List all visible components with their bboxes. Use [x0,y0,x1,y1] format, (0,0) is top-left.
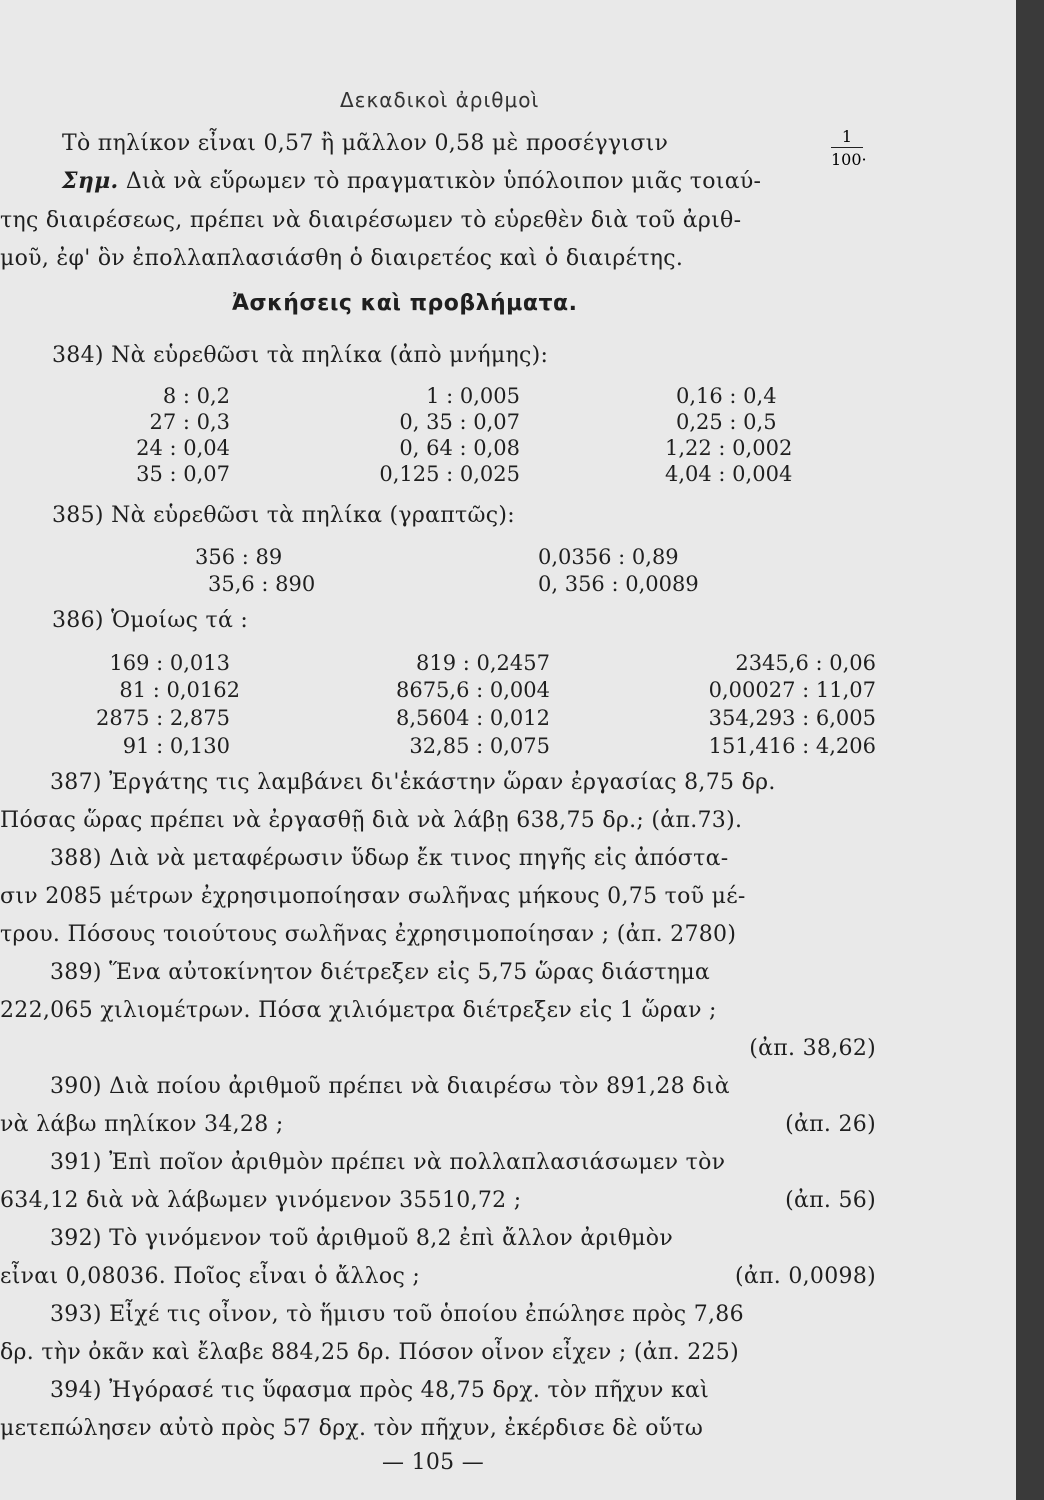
ex384-col1-row4: 35 : 0,07 [136,462,230,486]
ex386-col3-row2: 0,00027 : 11,07 [708,678,876,702]
ex384-col3-row1: 0,16 : 0,4 [676,384,777,408]
problem-392-line2: εἶναι 0,08036. Ποῖος εἶναι ὁ ἄλλος ; [0,1264,421,1289]
problem-392-line1: 392) Τὸ γινόμενον τοῦ ἀριθμοῦ 8,2 ἐπὶ ἄλλον ἀριθμὸν [50,1226,674,1251]
ex384-col1-row2: 27 : 0,3 [149,410,230,434]
problem-389-line1: 389) Ἕνα αὐτοκίνητον διέτρεξεν εἰς 5,75 ὥρας διάστημα [50,960,711,985]
problem-390-answer: (ἀπ. 26) [785,1112,876,1137]
problem-392-answer: (ἀπ. 0,0098) [734,1264,876,1289]
problem-391-line2: 634,12 διὰ νὰ λάβωμεν γινόμενον 35510,72 ; [0,1188,522,1213]
ex384-col3-row4: 4,04 : 0,004 [665,462,793,486]
ex384-col2-row1: 1 : 0,005 [426,384,520,408]
ex386-col2-row1: 819 : 0,2457 [416,651,550,675]
ex386-col2-row2: 8675,6 : 0,004 [395,678,550,702]
problem-387-line2: Πόσας ὥρας πρέπει νὰ ἐργασθῇ διὰ νὰ λάβῃ 638,75 δρ.; (ἀπ.73). [0,808,743,833]
ex384-col1-row3: 24 : 0,04 [136,436,230,460]
problem-389-line2: 222,065 χιλιομέτρων. Πόσα χιλιόμετρα διέτρεξεν εἰς 1 ὥραν ; [0,998,717,1023]
ex386-col3-row4: 151,416 : 4,206 [708,734,876,758]
fraction-denominator: 100· [831,150,867,169]
ex384-col2-row3: 0, 64 : 0,08 [399,436,520,460]
ex385-col2-row2: 0, 356 : 0,0089 [538,572,699,596]
ex384-col3-row2: 0,25 : 0,5 [676,410,777,434]
problem-390-line2: νὰ λάβω πηλίκον 34,28 ; [0,1112,284,1137]
ex386-col1-row3: 2875 : 2,875 [96,706,230,730]
problem-388-line3: τρου. Πόσους τοιούτους σωλῆνας ἐχρησιμοποίησαν ; (ἀπ. 2780) [0,922,737,947]
exercise-385-title: 385) Νὰ εὑρεθῶσι τὰ πηλίκα (γραπτῶς): [52,503,515,528]
intro-line-3: της διαιρέσεως, πρέπει νὰ διαιρέσωμεν τὸ εὑρεθὲν διὰ τοῦ ἀριθ- [0,208,742,233]
book-edge [1016,0,1044,1500]
ex386-col2-row4: 32,85 : 0,075 [409,734,550,758]
problem-387-line1: 387) Ἐργάτης τις λαμβάνει δι'ἑκάστην ὥραν ἐργασίας 8,75 δρ. [50,770,776,795]
ex386-col2-row3: 8,5604 : 0,012 [395,706,550,730]
problem-391-line1: 391) Ἐπὶ ποῖον ἀριθμὸν πρέπει νὰ πολλαπλασιάσωμεν τὸν [50,1150,726,1175]
intro-line-1: Τὸ πηλίκον εἶναι 0,57 ἢ μᾶλλον 0,58 μὲ προσέγγισιν [62,131,669,156]
section-heading: Ἀσκήσεις καὶ προβλήματα. [232,291,578,316]
problem-394-line1: 394) Ἠγόρασέ τις ὕφασμα πρὸς 48,75 δρχ. τὸν πῆχυν καὶ [50,1378,710,1403]
ex384-col1-row1: 8 : 0,2 [162,384,230,408]
ex384-col2-row4: 0,125 : 0,025 [379,462,520,486]
problem-389-answer: (ἀπ. 38,62) [749,1036,876,1061]
ex384-col2-row2: 0, 35 : 0,07 [399,410,520,434]
ex384-col3-row3: 1,22 : 0,002 [665,436,793,460]
ex385-col1-row2: 35,6 : 890 [208,572,316,596]
problem-388-line1: 388) Διὰ νὰ μεταφέρωσιν ὕδωρ ἔκ τινος πηγῆς εἰς ἀπόστα- [50,846,729,871]
ex386-col3-row3: 354,293 : 6,005 [708,706,876,730]
fraction-bar [831,147,863,148]
intro-line-4: μοῦ, ἐφ' ὃν ἐπολλαπλασιάσθη ὁ διαιρετέος καὶ ὁ διαιρέτης. [0,246,684,271]
exercise-386-title: 386) Ὁμοίως τά : [52,608,249,633]
intro-line-2-text: Διὰ νὰ εὕρωμεν τὸ πραγματικὸν ὑπόλοιπον μιᾶς τοιαύ- [125,169,762,194]
problem-393-line2: δρ. τὴν ὀκᾶν καὶ ἔλαβε 884,25 δρ. Πόσον οἶνον εἶχεν ; (ἀπ. 225) [0,1340,739,1365]
fraction-numerator: 1 [841,127,853,146]
problem-394-line2: μετεπώλησεν αὐτὸ πρὸς 57 δρχ. τὸν πῆχυν, ἐκέρδισε δὲ οὕτω [0,1416,704,1441]
ex385-col1-row1: 356 : 89 [195,545,283,569]
page-number: — 105 — [382,1450,485,1475]
note-label: Σημ. [62,168,119,194]
problem-390-line1: 390) Διὰ ποίου ἀριθμοῦ πρέπει νὰ διαιρέσω τὸν 891,28 διὰ [50,1074,730,1099]
ex386-col1-row1: 169 : 0,013 [109,651,230,675]
problem-388-line2: σιν 2085 μέτρων ἐχρησιμοποίησαν σωλῆνας μήκους 0,75 τοῦ μέ- [0,884,746,909]
ex386-col1-row4: 91 : 0,130 [122,734,230,758]
running-head: Δεκαδικοὶ ἀριθμοὶ [340,88,540,112]
ex386-col3-row1: 2345,6 : 0,06 [735,651,876,675]
intro-line-2 [62,170,761,193]
problem-391-answer: (ἀπ. 56) [785,1188,876,1213]
exercise-384-title: 384) Νὰ εὑρεθῶσι τὰ πηλίκα (ἀπὸ μνήμης): [52,343,549,368]
problem-393-line1: 393) Εἶχέ τις οἶνον, τὸ ἥμισυ τοῦ ὁποίου ἐπώλησε πρὸς 7,86 [50,1302,744,1327]
ex385-col2-row1: 0,0356 : 0,89 [538,545,679,569]
ex386-col1-row2: 81 : 0,0162 [119,678,240,702]
